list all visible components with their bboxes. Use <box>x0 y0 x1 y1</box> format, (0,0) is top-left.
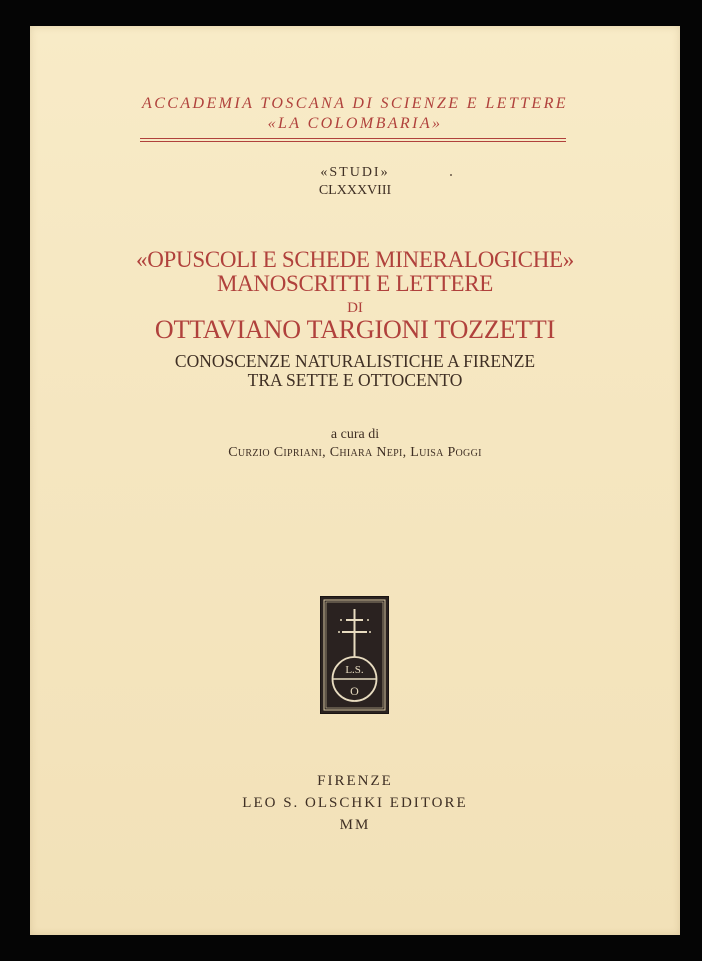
title-author: OTTAVIANO TARGIONI TOZZETTI <box>154 315 556 344</box>
editors-block <box>30 426 680 462</box>
title-line-3: DI <box>347 300 363 316</box>
book-title <box>30 248 680 296</box>
title-line-2: MANOSCRITTI E LETTERE <box>216 271 494 296</box>
editors-intro: a cura di <box>330 427 380 442</box>
editors-names: Curzio Cipriani, Chiara Nepi, Luisa Poggi <box>228 445 482 460</box>
publisher-year: MM <box>339 817 371 833</box>
cross-orb-icon <box>321 597 388 713</box>
academy-name: ACCADEMIA TOSCANA DI SCIENZE E LETTERE <box>142 95 568 112</box>
logo-letters-top: L.S. <box>345 664 364 676</box>
book-subtitle <box>30 352 680 390</box>
series-number: CLXXXVIII <box>318 183 392 198</box>
logo-letter-bottom: O <box>350 684 359 698</box>
subtitle-line-2: TRA SETTE E OTTOCENTO <box>247 370 463 390</box>
print-speck <box>450 174 452 176</box>
series-name: «STUDI» <box>320 165 390 180</box>
double-rule-divider <box>140 138 566 142</box>
series-block <box>30 164 680 200</box>
subtitle-line-1: CONOSCENZE NATURALISTICHE A FIRENZE <box>174 351 536 371</box>
academy-heading <box>30 94 680 134</box>
academy-subname: «LA COLOMBARIA» <box>267 115 443 132</box>
publisher-block <box>30 770 680 836</box>
publisher-city: FIRENZE <box>317 773 393 789</box>
book-cover <box>30 26 680 935</box>
publisher-name: LEO S. OLSCHKI EDITORE <box>242 795 468 811</box>
publisher-logo <box>320 596 389 714</box>
title-line-1: «OPUSCOLI E SCHEDE MINERALOGICHE» <box>136 247 574 272</box>
